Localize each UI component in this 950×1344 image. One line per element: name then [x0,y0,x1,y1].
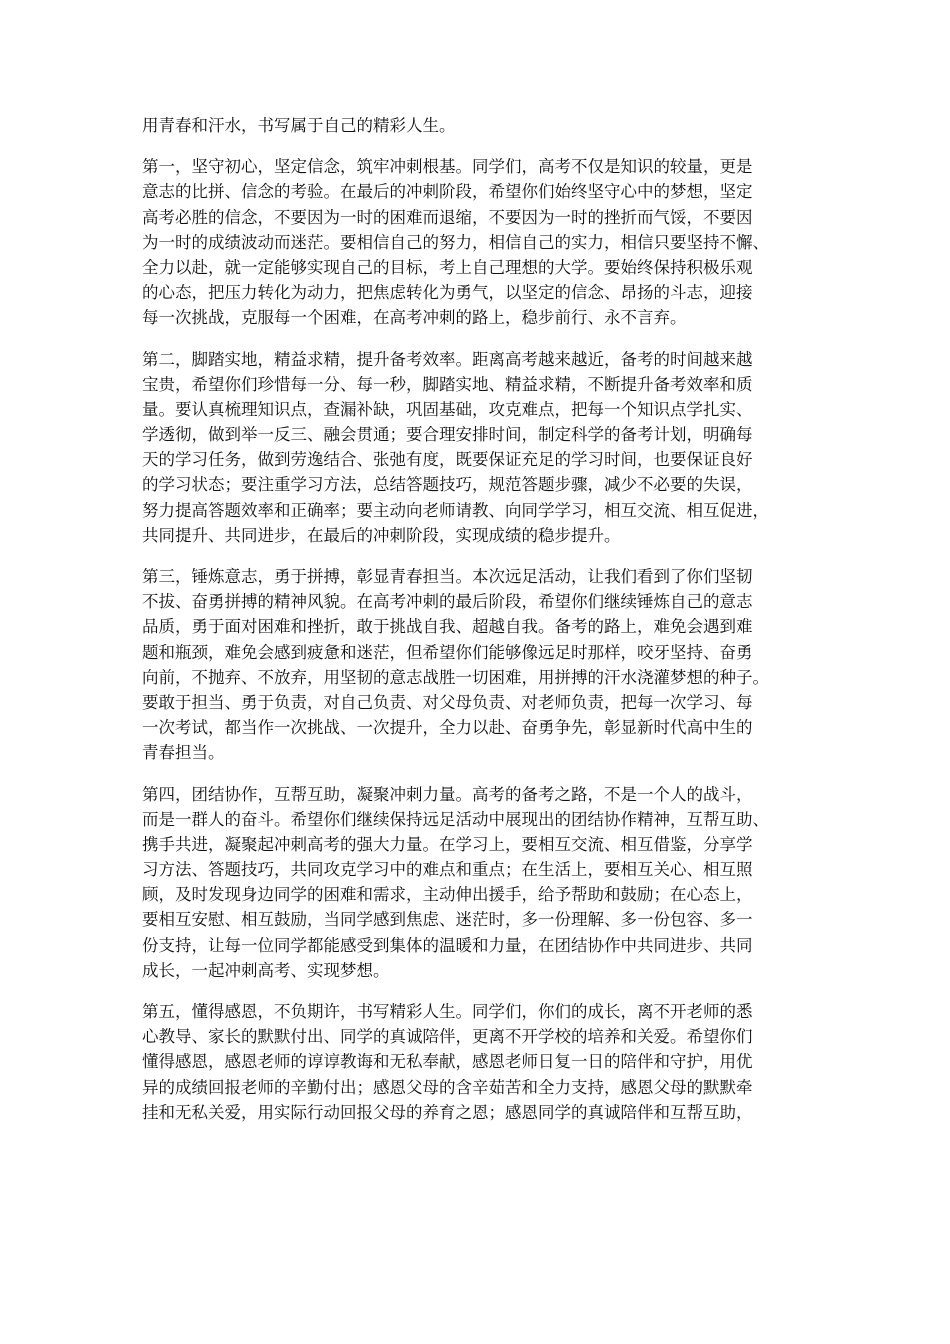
text-line: 的心态，把压力转化为动力，把焦虑转化为勇气，以坚定的信念、昂扬的斗志，迎接 [142,283,753,303]
paragraph-fifth [142,999,814,1125]
text-line: 一次考试，都当作一次挑战、一次提升，全力以赴、奋勇争先，彰显新时代高中生的 [142,718,753,738]
text-line: 共同提升、共同进步，在最后的冲刺阶段，实现成绩的稳步提升。 [142,525,621,545]
text-line: 题和瓶颈，难免会感到疲惫和迷茫，但希望你们能够像远足时那样，咬牙坚持、奋勇 [142,642,753,662]
text-line: 要相互安慰、相互鼓励，当同学感到焦虑、迷茫时，多一份理解、多一份包容、多一 [142,910,753,930]
text-line: 第三，锤炼意志，勇于拼搏，彰显青春担当。本次远足活动，让我们看到了你们坚韧 [142,567,753,586]
paragraph-second [142,347,814,549]
paragraph-fourth [142,782,814,984]
text-line: 第五，懂得感恩，不负期许，书写精彩人生。同学们，你们的成长，离不开老师的悉 [142,1002,753,1021]
text-line: 天的学习任务，做到劳逸结合、张弛有度，既要保证充足的学习时间，也要保证良好 [142,450,753,470]
paragraph-third [142,564,814,766]
document-body [142,113,814,1125]
text-line: 意志的比拼、信念的考验。在最后的冲刺阶段，希望你们始终坚守心中的梦想，坚定 [142,182,753,202]
text-line: 品质，勇于面对困难和挫折，敢于挑战自我、超越自我。备考的路上，难免会遇到难 [142,617,753,637]
text-line: 要敢于担当、勇于负责，对自己负责、对父母负责、对老师负责，把每一次学习、每 [142,692,753,712]
text-line: 顾，及时发现身边同学的困难和需求，主动伸出援手，给予帮助和鼓励；在心态上， [142,885,753,905]
text-line: 高考必胜的信念，不要因为一时的困难而退缩，不要因为一时的挫折而气馁，不要因 [142,207,753,227]
text-line: 第二，脚踏实地，精益求精，提升备考效率。距离高考越来越近，备考的时间越来越 [142,349,753,369]
text-line: 成长，一起冲刺高考、实现梦想。 [142,960,390,980]
text-line: 努力提高答题效率和正确率；要主动向老师请教、向同学学习，相互交流、相互促进， [142,500,769,520]
paragraph-intro [142,113,814,138]
text-line: 异的成绩回报老师的辛勤付出；感恩父母的含辛茹苦和全力支持，感恩父母的默默牵 [142,1077,753,1097]
text-line: 心教导、家长的默默付出、同学的真诚陪伴，更离不开学校的培养和关爱。希望你们 [142,1027,753,1047]
text-line: 宝贵，希望你们珍惜每一分、每一秒，脚踏实地、精益求精，不断提升备考效率和质 [142,374,753,394]
text-line: 向前，不抛弃、不放弃，用坚韧的意志战胜一切困难，用拼搏的汗水浇灌梦想的种子。 [142,667,769,687]
text-line: 份支持，让每一位同学都能感受到集体的温暖和力量，在团结协作中共同进步、共同 [142,935,753,955]
text-line: 为一时的成绩波动而迷茫。要相信自己的努力，相信自己的实力，相信只要坚持不懈、 [142,232,769,252]
text-line: 不拔、奋勇拼搏的精神风貌。在高考冲刺的最后阶段，希望你们继续锤炼自己的意志 [142,592,753,612]
text-line: 青春担当。 [142,743,225,763]
text-line: 习方法、答题技巧，共同攻克学习中的难点和重点；在生活上，要相互关心、相互照 [142,860,753,880]
text-line: 挂和无私关爱，用实际行动回报父母的养育之恩；感恩同学的真诚陪伴和互帮互助， [142,1102,753,1122]
text-line: 携手共进，凝聚起冲刺高考的强大力量。在学习上，要相互交流、相互借鉴，分享学 [142,834,753,854]
text-line: 的学习状态；要注重学习方法，总结答题技巧，规范答题步骤，减少不必要的失误， [142,475,753,495]
text-line: 第四，团结协作，互帮互助，凝聚冲刺力量。高考的备考之路，不是一个人的战斗， [142,784,753,804]
paragraph-first [142,154,814,330]
text-line: 用青春和汗水，书写属于自己的精彩人生。 [142,116,456,135]
text-line: 懂得感恩，感恩老师的谆谆教诲和无私奉献，感恩老师日复一日的陪伴和守护，用优 [142,1052,753,1072]
text-line: 而是一群人的奋斗。希望你们继续保持远足活动中展现出的团结协作精神，互帮互助、 [142,809,769,829]
text-line: 全力以赴，就一定能够实现自己的目标，考上自己理想的大学。要始终保持积极乐观 [142,257,753,277]
text-line: 量。要认真梳理知识点，查漏补缺，巩固基础，攻克难点，把每一个知识点学扎实、 [142,399,753,419]
text-line: 第一，坚守初心，坚定信念，筑牢冲刺根基。同学们，高考不仅是知识的较量，更是 [142,157,753,177]
text-line: 学透彻，做到举一反三、融会贯通；要合理安排时间，制定科学的备考计划，明确每 [142,425,753,445]
text-line: 每一次挑战，克服每一个困难，在高考冲刺的路上，稳步前行、永不言弃。 [142,308,687,328]
